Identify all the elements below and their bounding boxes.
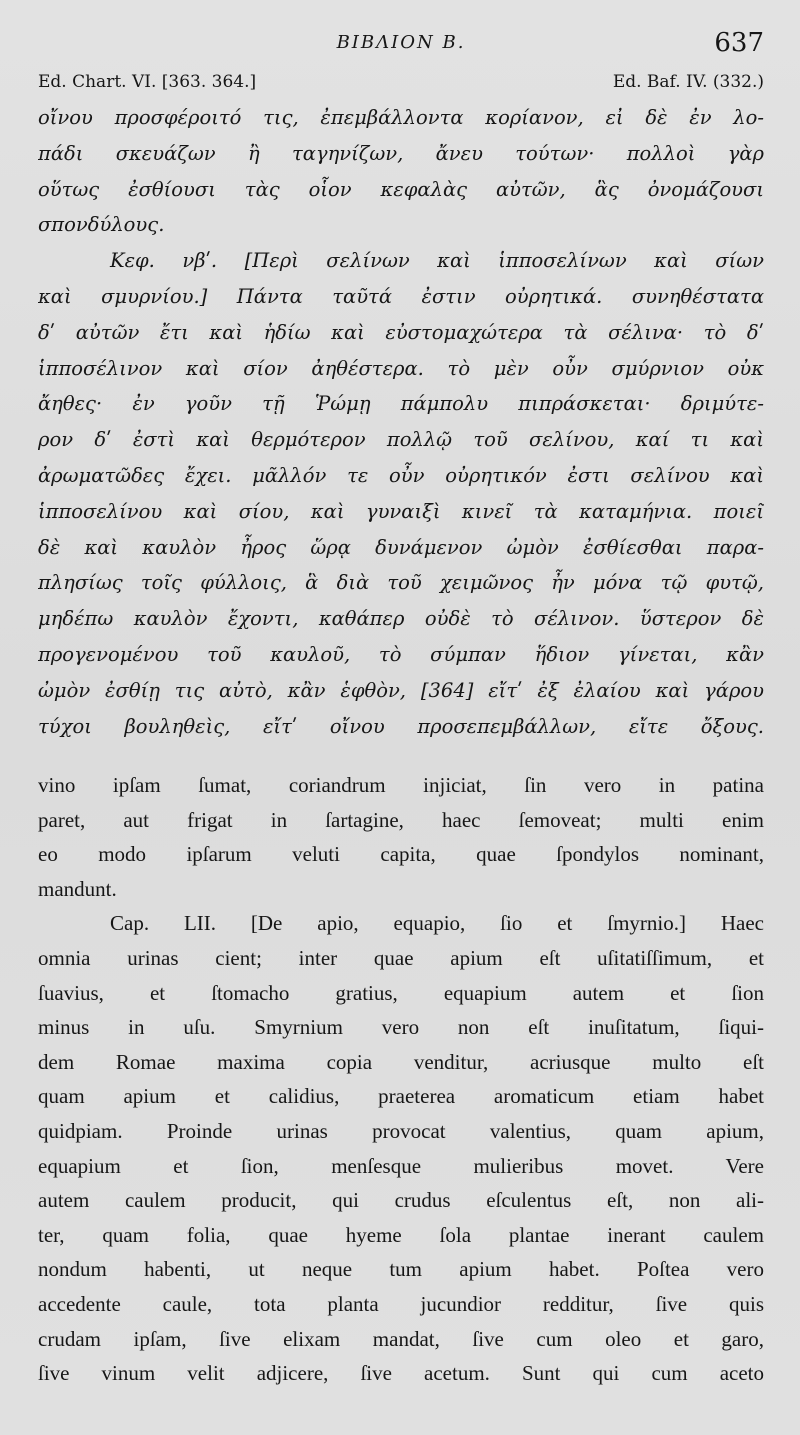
greek-line: ἱπποσέλινον καὶ σίον ἀηθέστερα. τὸ μὲν οὖν σμύρνιον οὐκ [38,356,764,380]
latin-line: omnia urinas cient; inter quae apium eſt uſitatiſſimum, et [38,945,764,970]
latin-line: accedente caule, tota planta jucundior redditur, ſive quis [38,1291,764,1316]
greek-line: τύχοι βουληθεὶς, εἴτʹ οἴνου προσεπεμβάλλων, εἴτε ὄξους. [38,714,764,738]
greek-line: δὲ καὶ καυλὸν ἦρος ὥρᾳ δυνάμενον ὠμὸν ἐσθίεσθαι παρα- [38,535,764,559]
latin-text-block [38,768,764,1391]
latin-line: quidpiam. Proinde urinas provocat valentius, quam apium, [38,1118,764,1143]
latin-line: dem Romae maxima copia venditur, acriusque multo eſt [38,1049,764,1074]
greek-line: δʹ αὐτῶν ἔτι καὶ ἡδίω καὶ εὐστομαχώτερα τὰ σέλινα· τὸ δʹ [38,320,764,344]
running-title: ΒΙΒΛΙΟΝ Β. [336,32,466,53]
greek-line: πλησίως τοῖς φύλλοις, ἃ διὰ τοῦ χειμῶνος ἦν μόνα τῷ φυτῷ, [38,571,764,595]
greek-line: ἄηθες· ἐν γοῦν τῇ Ῥώμῃ πάμπολυ πιπράσκεται· δριμύτε- [38,392,764,416]
greek-line: σπονδύλους. [38,213,165,237]
latin-line: nondum habenti, ut neque tum apium habet. Poſtea vero [38,1257,764,1282]
greek-line: μηδέπω καυλὸν ἔχοντι, καθάπερ οὐδὲ τὸ σέλινον. ὕστερον δὲ [38,607,764,631]
edition-reference-line [38,72,764,96]
latin-line: autem caulem producit, qui crudus eſculentus eſt, non ali- [38,1188,764,1213]
latin-line: crudam ipſam, ſive elixam mandat, ſive cum oleo et garo, [38,1326,764,1351]
latin-line: paret, aut frigat in ſartagine, haec ſemoveat; multi enim [38,807,764,832]
greek-text-block [38,100,764,744]
greek-line: ρον δʹ ἐστὶ καὶ θερμότερον πολλῷ τοῦ σελίνου, καί τι καὶ [38,428,764,452]
greek-line: οὕτως ἐσθίουσι τὰς οἷον κεφαλὰς αὐτῶν, ἃς ὀνομάζουσι [38,177,764,201]
latin-line: ſuavius, et ſtomacho gratius, equapium autem et ſion [38,980,764,1005]
latin-line: ſive vinum velit adjicere, ſive acetum. Sunt qui cum aceto [38,1361,764,1386]
latin-line: minus in uſu. Smyrnium vero non eſt inuſitatum, ſiqui- [38,1015,764,1040]
latin-line: ter, quam folia, quae hyeme ſola plantae inerant caulem [38,1222,764,1247]
edition-reference-chartier: Ed. Chart. VI. [363. 364.] [38,72,257,92]
greek-line: ἀρωματῶδες ἔχει. μᾶλλόν τε οὖν οὐρητικόν ἐστι σελίνου καὶ [38,463,764,487]
greek-line: καὶ σμυρνίου.] Πάντα ταῦτά ἐστιν οὐρητικά. συνηθέστατα [38,284,764,308]
latin-line: equapium et ſion, menſesque mulieribus movet. Vere [38,1153,764,1178]
greek-line: οἴνου προσφέροιτό τις, ἐπεμβάλλοντα κορίανον, εἰ δὲ ἐν λο- [38,106,764,129]
greek-line: προγενομένου τοῦ καυλοῦ, τὸ σύμπαν ἥδιον γίνεται, κἂν [38,642,764,666]
greek-chapter-heading-line: Κεφ. νβʹ. [Περὶ σελίνων καὶ ἱπποσελίνων καὶ σίων [110,249,764,273]
greek-line: ἱπποσελίνου καὶ σίου, καὶ γυναιξὶ κινεῖ τὰ καταμήνια. ποιεῖ [38,499,764,523]
greek-line: ὠμὸν ἐσθίῃ τις αὐτὸ, κἂν ἑφθὸν, [364] εἴτʹ ἐξ ἐλαίου καὶ γάρου [38,678,764,702]
latin-chapter-heading-line: Cap. LII. [De apio, equapio, ſio et ſmyrnio.] Haec [110,911,764,936]
page-number: 637 [714,28,764,58]
latin-line: mandunt. [38,876,117,901]
running-head [38,28,764,58]
latin-line: quam apium et calidius, praeterea aromaticum etiam habet [38,1084,764,1109]
latin-line: vino ipſam ſumat, coriandrum injiciat, ſin vero in patina [38,773,764,797]
latin-line: eo modo ipſarum veluti capita, quae ſpondylos nominant, [38,842,764,867]
edition-reference-basel: Ed. Baf. IV. (332.) [612,72,764,92]
greek-line: πάδι σκευάζων ἢ ταγηνίζων, ἄνευ τούτων· πολλοὶ γὰρ [38,141,764,165]
